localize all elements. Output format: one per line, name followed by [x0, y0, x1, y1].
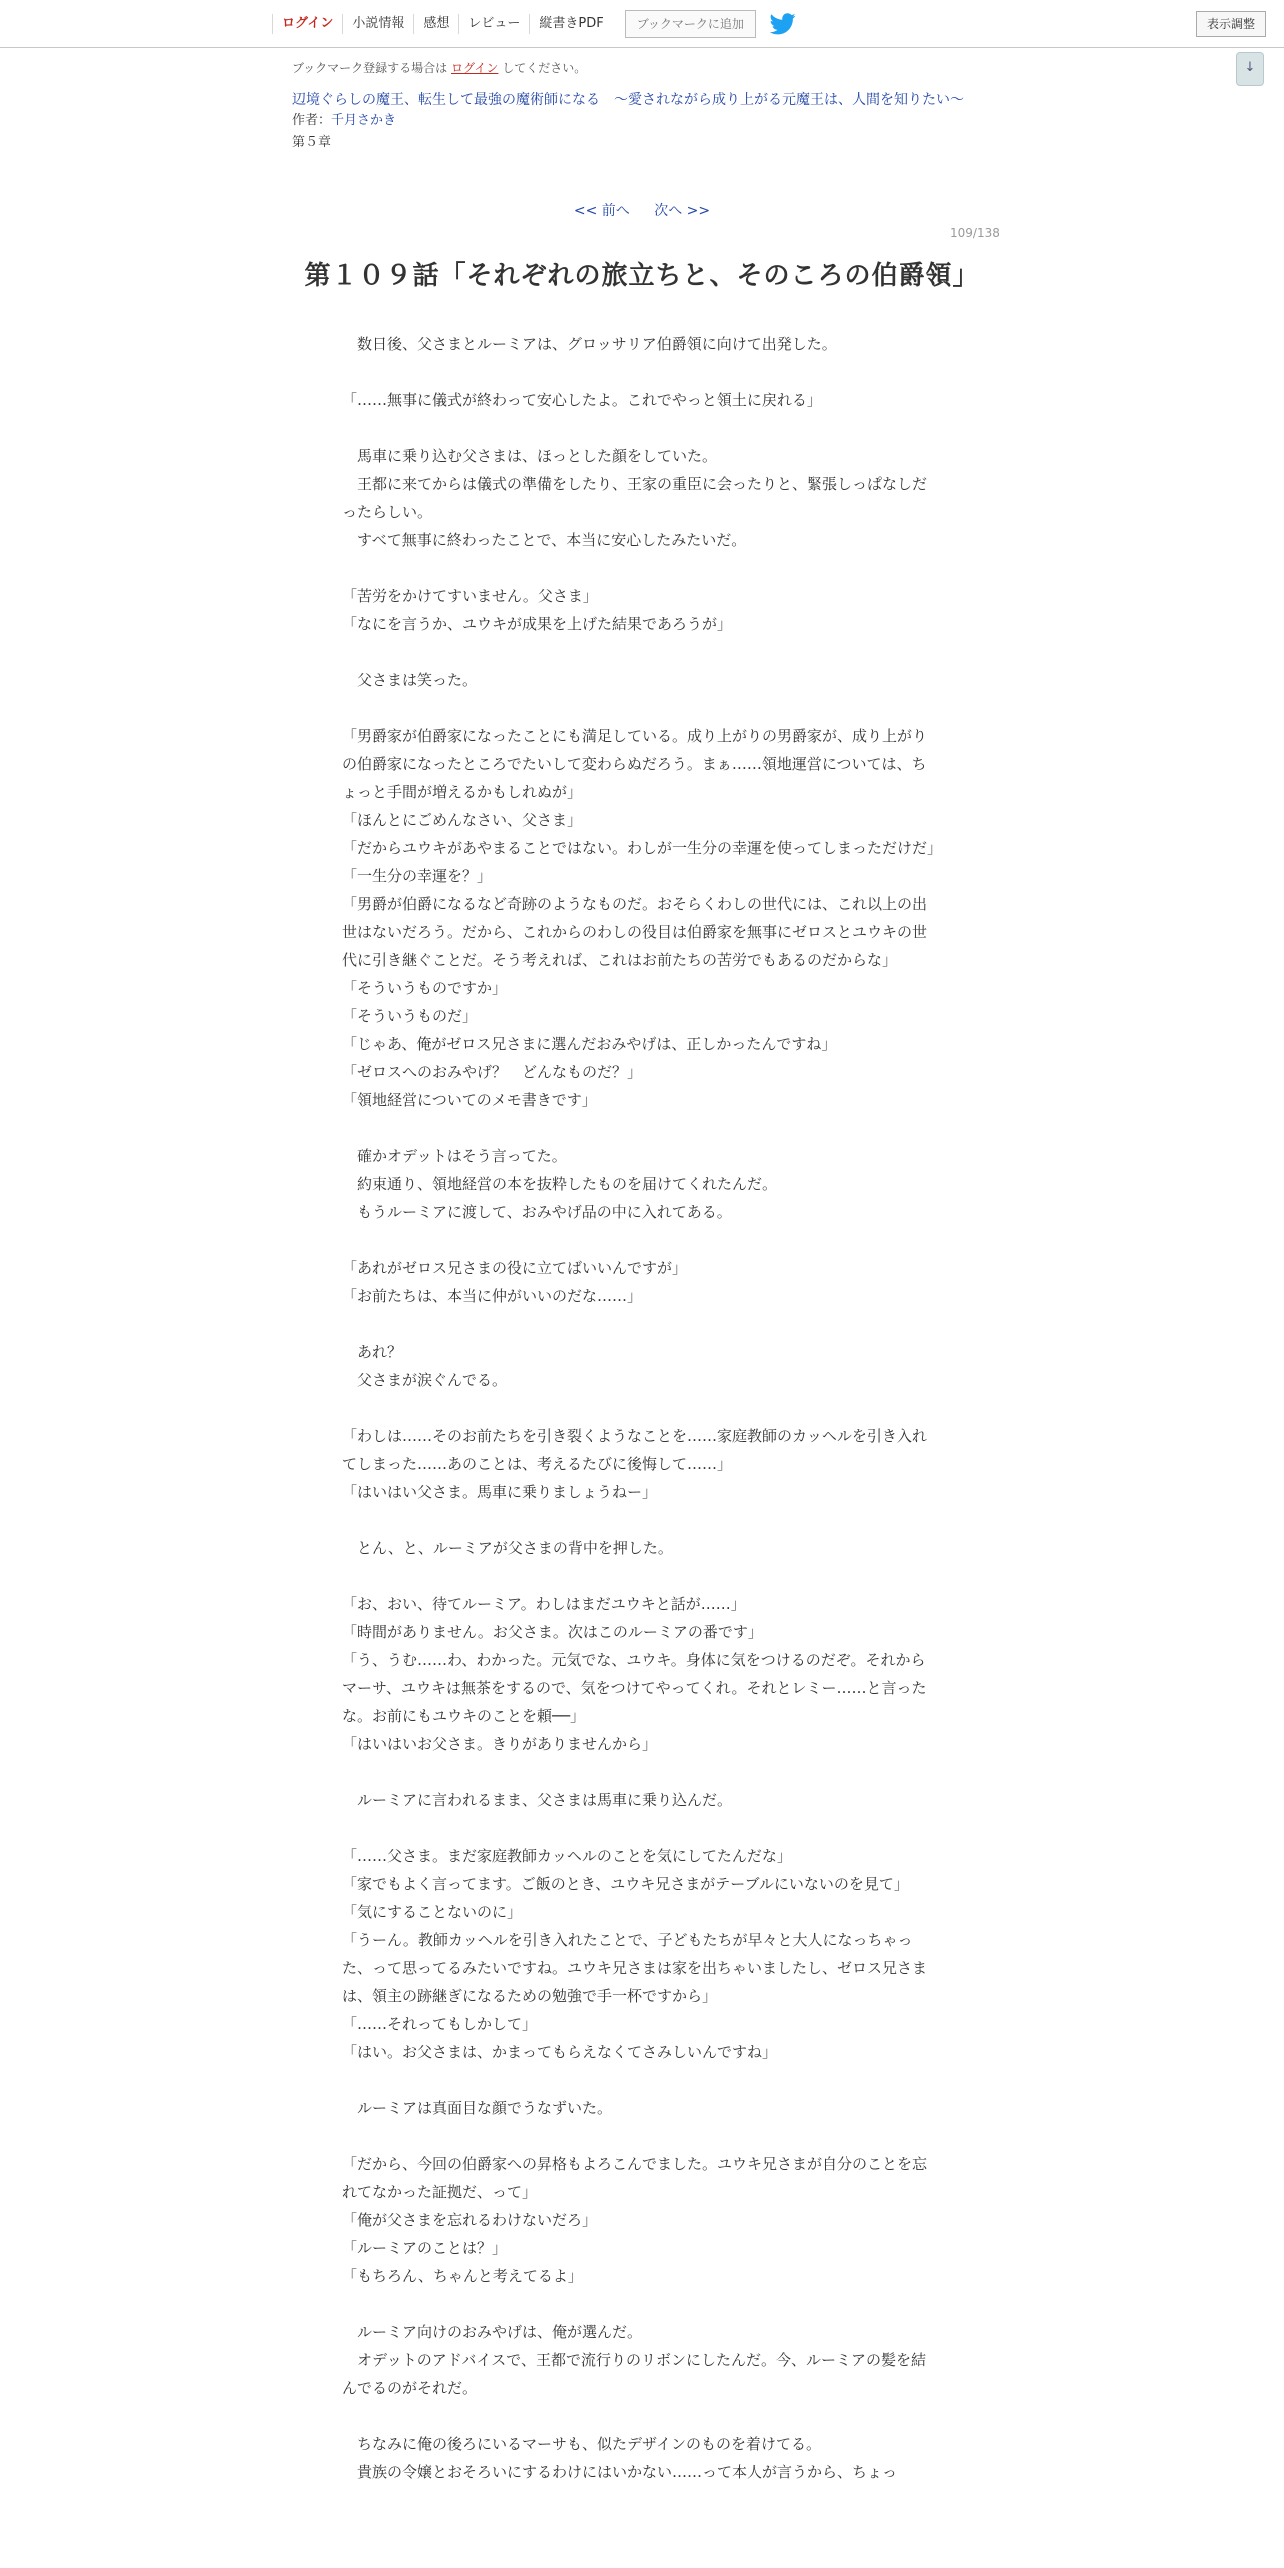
notice-login-link[interactable]: ログイン [451, 61, 499, 75]
author-label: 作者： [292, 113, 332, 128]
body-paragraph: 「はいはいお父さま。きりがありませんから」 [342, 1735, 658, 1753]
body-paragraph: 「だからユウキがあやまることではない。わしが一生分の幸運を使ってしまっただけだ」 [342, 839, 943, 857]
body-paragraph: 「あれがゼロス兄さまの役に立てばいいんですが」 [342, 1259, 688, 1277]
body-paragraph: 「……それってもしかして」 [342, 2015, 538, 2033]
body-paragraph: 「はいはい父さま。馬車に乗りましょうねー」 [342, 1483, 658, 1501]
vertical-pdf-link[interactable]: 縦書きPDF [529, 14, 612, 34]
twitter-bird-icon[interactable] [770, 13, 796, 35]
body-paragraph [342, 1814, 937, 1842]
author-line [292, 110, 1012, 132]
body-paragraph: 父さまが涙ぐんでる。 [342, 1371, 508, 1389]
body-paragraph [342, 1562, 937, 1590]
body-paragraph: 「だから、今回の伯爵家への昇格もよろこんでました。ユウキ兄さまが自分のことを忘れてなかった証拠だ、って」 [342, 2155, 928, 2201]
novel-info-link[interactable]: 小説情報 [342, 14, 413, 34]
body-paragraph [342, 1114, 937, 1142]
body-paragraph: 馬車に乗り込む父さまは、ほっとした顔をしていた。 [342, 447, 718, 465]
body-paragraph: 「苦労をかけてすいません。父さま」 [342, 587, 598, 605]
body-paragraph: 「俺が父さまを忘れるわけないだろ」 [342, 2211, 598, 2229]
body-paragraph [342, 694, 937, 722]
nav-menu [272, 8, 796, 40]
body-paragraph: オデットのアドバイスで、王都で流行りのリボンにしたんだ。今、ルーミアの髪を結んでるのがそれだ。 [342, 2351, 926, 2397]
body-paragraph: 「なにを言うか、ユウキが成果を上げた結果であろうが」 [342, 615, 733, 633]
login-link[interactable]: ログイン [272, 14, 342, 34]
body-paragraph: ちなみに俺の後ろにいるマーサも、似たデザインのものを着けてる。 [342, 2435, 821, 2453]
body-paragraph [342, 1506, 937, 1534]
body-paragraph [342, 1394, 937, 1422]
display-settings-button[interactable]: 表示調整 [1196, 11, 1266, 37]
body-paragraph: 「……父さま。まだ家庭教師カッヘルのことを気にしてたんだな」 [342, 1847, 792, 1865]
body-paragraph [342, 1226, 937, 1254]
body-paragraph: 「そういうものだ」 [342, 1007, 478, 1025]
body-paragraph: 「領地経営についてのメモ書きです」 [342, 1091, 597, 1109]
body-paragraph: 「気にすることないのに」 [342, 1903, 523, 1921]
body-paragraph: 「お、おい、待てルーミア。わしはまだユウキと話が……」 [342, 1595, 746, 1613]
novel-body [342, 330, 943, 2486]
body-paragraph: 「はい。お父さまは、かまってもらえなくてさみしいんですね」 [342, 2043, 778, 2061]
notice-text-after: してください。 [502, 61, 587, 75]
body-paragraph: ルーミアは真面目な顔でうなずいた。 [342, 2099, 613, 2117]
body-paragraph [342, 1758, 937, 1786]
body-paragraph: 「家でもよく言ってます。ご飯のとき、ユウキ兄さまがテーブルにいないのを見て」 [342, 1875, 909, 1893]
add-bookmark-button[interactable]: ブックマークに追加 [625, 10, 756, 38]
body-paragraph: すべて無事に終わったことで、本当に安心したみたいだ。 [342, 531, 747, 549]
body-paragraph: 「男爵が伯爵になるなど奇跡のようなものだ。おそらくわしの世代には、これ以上の出世はないだろう。だから、これからのわしの役目は伯爵家を無事にゼロスとユウキの世代に引き継ぐことだ。そう考えれば、これはお前たちの苦労でもあるのだからな」 [342, 895, 928, 969]
body-paragraph: 「う、うむ……わ、わかった。元気でな、ユウキ。身体に気をつけるのだぞ。それからマーサ、ユウキは無茶をするので、気をつけてやってくれ。それとレミー……と言ったな。お前にもユウキのことを頼──」 [342, 1651, 927, 1725]
body-paragraph: もうルーミアに渡して、おみやげ品の中に入れてある。 [342, 1203, 732, 1221]
next-episode-link[interactable]: 次へ >> [654, 203, 711, 219]
body-paragraph [342, 2066, 937, 2094]
body-paragraph [342, 2122, 937, 2150]
body-paragraph: とん、と、ルーミアが父さまの背中を押した。 [342, 1539, 673, 1557]
body-paragraph [342, 2290, 937, 2318]
body-paragraph: ルーミアに言われるまま、父さまは馬車に乗り込んだ。 [342, 1791, 733, 1809]
prev-episode-link[interactable]: << 前へ [573, 203, 630, 219]
body-paragraph: 「もちろん、ちゃんと考えてるよ」 [342, 2267, 583, 2285]
body-paragraph: 「一生分の幸運を？」 [342, 867, 493, 885]
body-paragraph: 「わしは……そのお前たちを引き裂くようなことを……家庭教師のカッヘルを引き入れてしまった……あのことは、考えるたびに後悔して……」 [342, 1427, 927, 1473]
body-paragraph: 「ほんとにごめんなさい、父さま」 [342, 811, 583, 829]
chapter-label: 第５章 [292, 135, 332, 150]
review-link[interactable]: レビュー [458, 14, 529, 34]
scroll-down-button[interactable]: ↓ [1236, 52, 1264, 86]
body-paragraph: 「時間がありません。お父さま。次はこのルーミアの番です」 [342, 1623, 763, 1641]
body-paragraph: 約束通り、領地経営の本を抜粋したものを届けてくれたんだ。 [342, 1175, 778, 1193]
body-paragraph: 「そういうものですか」 [342, 979, 508, 997]
body-paragraph: 「じゃあ、俺がゼロス兄さまに選んだおみやげは、正しかったんですね」 [342, 1035, 837, 1053]
impressions-link[interactable]: 感想 [413, 14, 458, 34]
body-paragraph: 「うーん。教師カッヘルを引き入れたことで、子どもたちが早々と大人になっちゃった、って思ってるみたいですね。ユウキ兄さまは家を出ちゃいましたし、ゼロス兄さまは、領主の跡継ぎになるための勉強で手一杯ですから」 [342, 1931, 928, 2005]
body-paragraph [342, 2402, 937, 2430]
body-paragraph: あれ？ [342, 1343, 403, 1361]
author-link[interactable]: 千月さかき [331, 113, 397, 128]
body-paragraph: 父さまは笑った。 [342, 671, 478, 689]
body-paragraph [342, 414, 937, 442]
body-paragraph: 「お前たちは、本当に仲がいいのだな……」 [342, 1287, 643, 1305]
body-paragraph: 「ルーミアのことは？」 [342, 2239, 508, 2257]
body-paragraph: ルーミア向けのおみやげは、俺が選んだ。 [342, 2323, 643, 2341]
episode-title: 第１０９話「それぞれの旅立ちと、そのころの伯爵領」 [304, 261, 980, 291]
body-paragraph [342, 638, 937, 666]
notice-text-before: ブックマーク登録する場合は [292, 61, 448, 75]
body-paragraph: 数日後、父さまとルーミアは、グロッサリア伯爵領に向けて出発した。 [342, 335, 837, 353]
body-paragraph: 王都に来てからは儀式の準備をしたり、王家の重臣に会ったりと、緊張しっぱなしだったらしい。 [342, 475, 928, 521]
body-paragraph: 「男爵家が伯爵家になったことにも満足している。成り上がりの男爵家が、成り上がりの伯爵家になったところでたいして変わらぬだろう。まぁ……領地運営については、ちょっと手間が増えるかもしれぬが」 [342, 727, 928, 801]
novel-meta [292, 58, 1012, 154]
body-paragraph: 「ゼロスへのおみやげ？ どんなものだ？」 [342, 1063, 643, 1081]
series-title-link[interactable]: 辺境ぐらしの魔王、転生して最強の魔術師になる 〜愛されながら成り上がる元魔王は、人間を知りたい〜 [292, 92, 964, 108]
body-paragraph: 貴族の令嬢とおそろいにするわけにはいかない……って本人が言うから、ちょっ [342, 2463, 898, 2481]
body-paragraph [342, 1310, 937, 1338]
body-paragraph [342, 358, 937, 386]
body-paragraph [342, 554, 937, 582]
episode-counter: 109/138 [950, 226, 1000, 240]
body-paragraph: 確かオデットはそう言ってた。 [342, 1147, 567, 1165]
bookmark-login-notice [292, 58, 1012, 78]
episode-pager [0, 200, 1284, 220]
top-navigation-bar [0, 0, 1284, 48]
body-paragraph: 「……無事に儀式が終わって安心したよ。これでやっと領土に戻れる」 [342, 391, 822, 409]
